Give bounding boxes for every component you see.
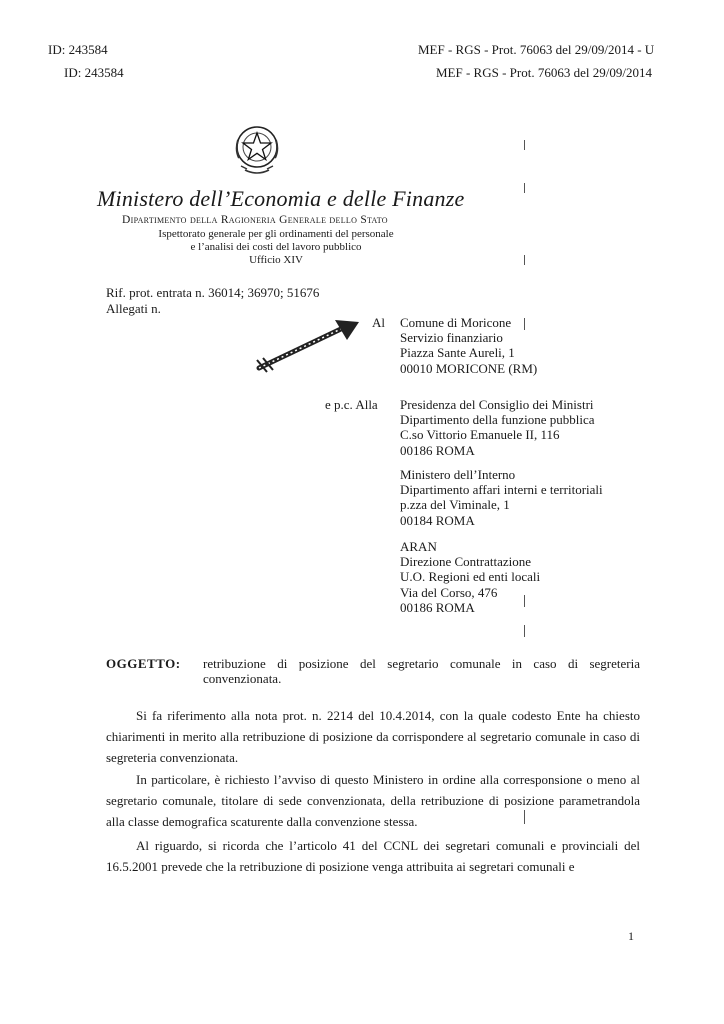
republic-emblem-icon bbox=[231, 120, 283, 178]
scan-artifact bbox=[524, 595, 525, 607]
address-line: Servizio finanziario bbox=[400, 330, 503, 346]
protocol-stamp-2: MEF - RGS - Prot. 76063 del 29/09/2014 bbox=[436, 65, 652, 80]
body-paragraph-2: In particolare, è richiesto l’avviso di questo Ministero in ordine alla corresponsione o meno al segretario comunale, titolare di sede convenzionata, della retribuzione di posizione parametrandola alla classe demografica scaturente dalla convenzione stessa. bbox=[106, 772, 640, 829]
address-line: 00186 ROMA bbox=[400, 599, 475, 615]
body-paragraph-1: Si fa riferimento alla nota prot. n. 2214 del 10.4.2014, con la quale codesto Ente ha chiesto chiarimenti in merito alla retribuzione di posizione da corrispondere al segretario comunale in caso di segreteria convenzionata. bbox=[106, 708, 640, 765]
inspectorate-line-2: e l’analisi dei costi del lavoro pubblico bbox=[190, 241, 362, 253]
recipient-address bbox=[400, 315, 537, 376]
handwritten-arrow-icon bbox=[255, 316, 365, 376]
address-line: ARAN bbox=[400, 539, 437, 554]
recipient-label-al: Al bbox=[372, 315, 385, 330]
scan-artifact bbox=[524, 183, 525, 193]
cc-address-2 bbox=[400, 467, 603, 528]
subject-text: retribuzione di posizione del segretario comunale in caso di segreteria convenzionata. bbox=[203, 656, 640, 686]
address-line: Dipartimento affari interni e territoriali bbox=[400, 482, 603, 498]
address-line: Presidenza del Consiglio dei Ministri bbox=[400, 397, 594, 412]
protocol-stamp-1: MEF - RGS - Prot. 76063 del 29/09/2014 - U bbox=[418, 42, 655, 57]
address-line: 00010 MORICONE (RM) bbox=[400, 360, 538, 376]
address-line: Dipartimento della funzione pubblica bbox=[400, 412, 595, 428]
ministry-title: Ministero dell’Economia e delle Finanze bbox=[97, 186, 465, 211]
address-line: Ministero dell’Interno bbox=[400, 467, 516, 482]
body-paragraph-3: Al riguardo, si ricorda che l’articolo 41 del CCNL dei segretari comunali e provinciali del 16.5.2001 prevede che la retribuzione di posizione venga attribuita ai segretari comunali e bbox=[106, 838, 640, 874]
cc-label: e p.c. Alla bbox=[325, 397, 378, 412]
page-number: 1 bbox=[628, 929, 634, 943]
department-name: Dipartimento della Ragioneria Generale dello Stato bbox=[122, 214, 388, 226]
scan-artifact bbox=[524, 625, 525, 637]
address-line: C.so Vittorio Emanuele II, 116 bbox=[400, 427, 560, 443]
scan-artifact bbox=[524, 255, 525, 265]
scan-artifact bbox=[524, 318, 525, 330]
document-id-2: ID: 243584 bbox=[64, 65, 124, 80]
address-line: U.O. Regioni ed enti locali bbox=[400, 569, 541, 585]
office-name: Ufficio XIV bbox=[249, 254, 303, 266]
cc-address-1 bbox=[400, 397, 595, 458]
inspectorate-line-1: Ispettorato generale per gli ordinamenti del personale bbox=[158, 228, 394, 240]
reference-protocol: Rif. prot. entrata n. 36014; 36970; 51676 bbox=[106, 285, 320, 300]
address-line: Direzione Contrattazione bbox=[400, 554, 532, 570]
address-line: Via del Corso, 476 bbox=[400, 584, 498, 600]
document-id-1: ID: 243584 bbox=[48, 42, 108, 57]
cc-address-3 bbox=[400, 539, 540, 615]
address-line: p.zza del Viminale, 1 bbox=[400, 497, 510, 513]
attachments-label: Allegati n. bbox=[106, 301, 161, 316]
scan-artifact bbox=[524, 140, 525, 150]
subject-label: OGGETTO: bbox=[106, 656, 181, 671]
scan-artifact bbox=[524, 810, 525, 824]
address-line: Piazza Sante Aureli, 1 bbox=[400, 345, 515, 361]
address-line: 00186 ROMA bbox=[400, 442, 475, 458]
address-line: Comune di Moricone bbox=[400, 315, 512, 330]
address-line: 00184 ROMA bbox=[400, 512, 475, 528]
